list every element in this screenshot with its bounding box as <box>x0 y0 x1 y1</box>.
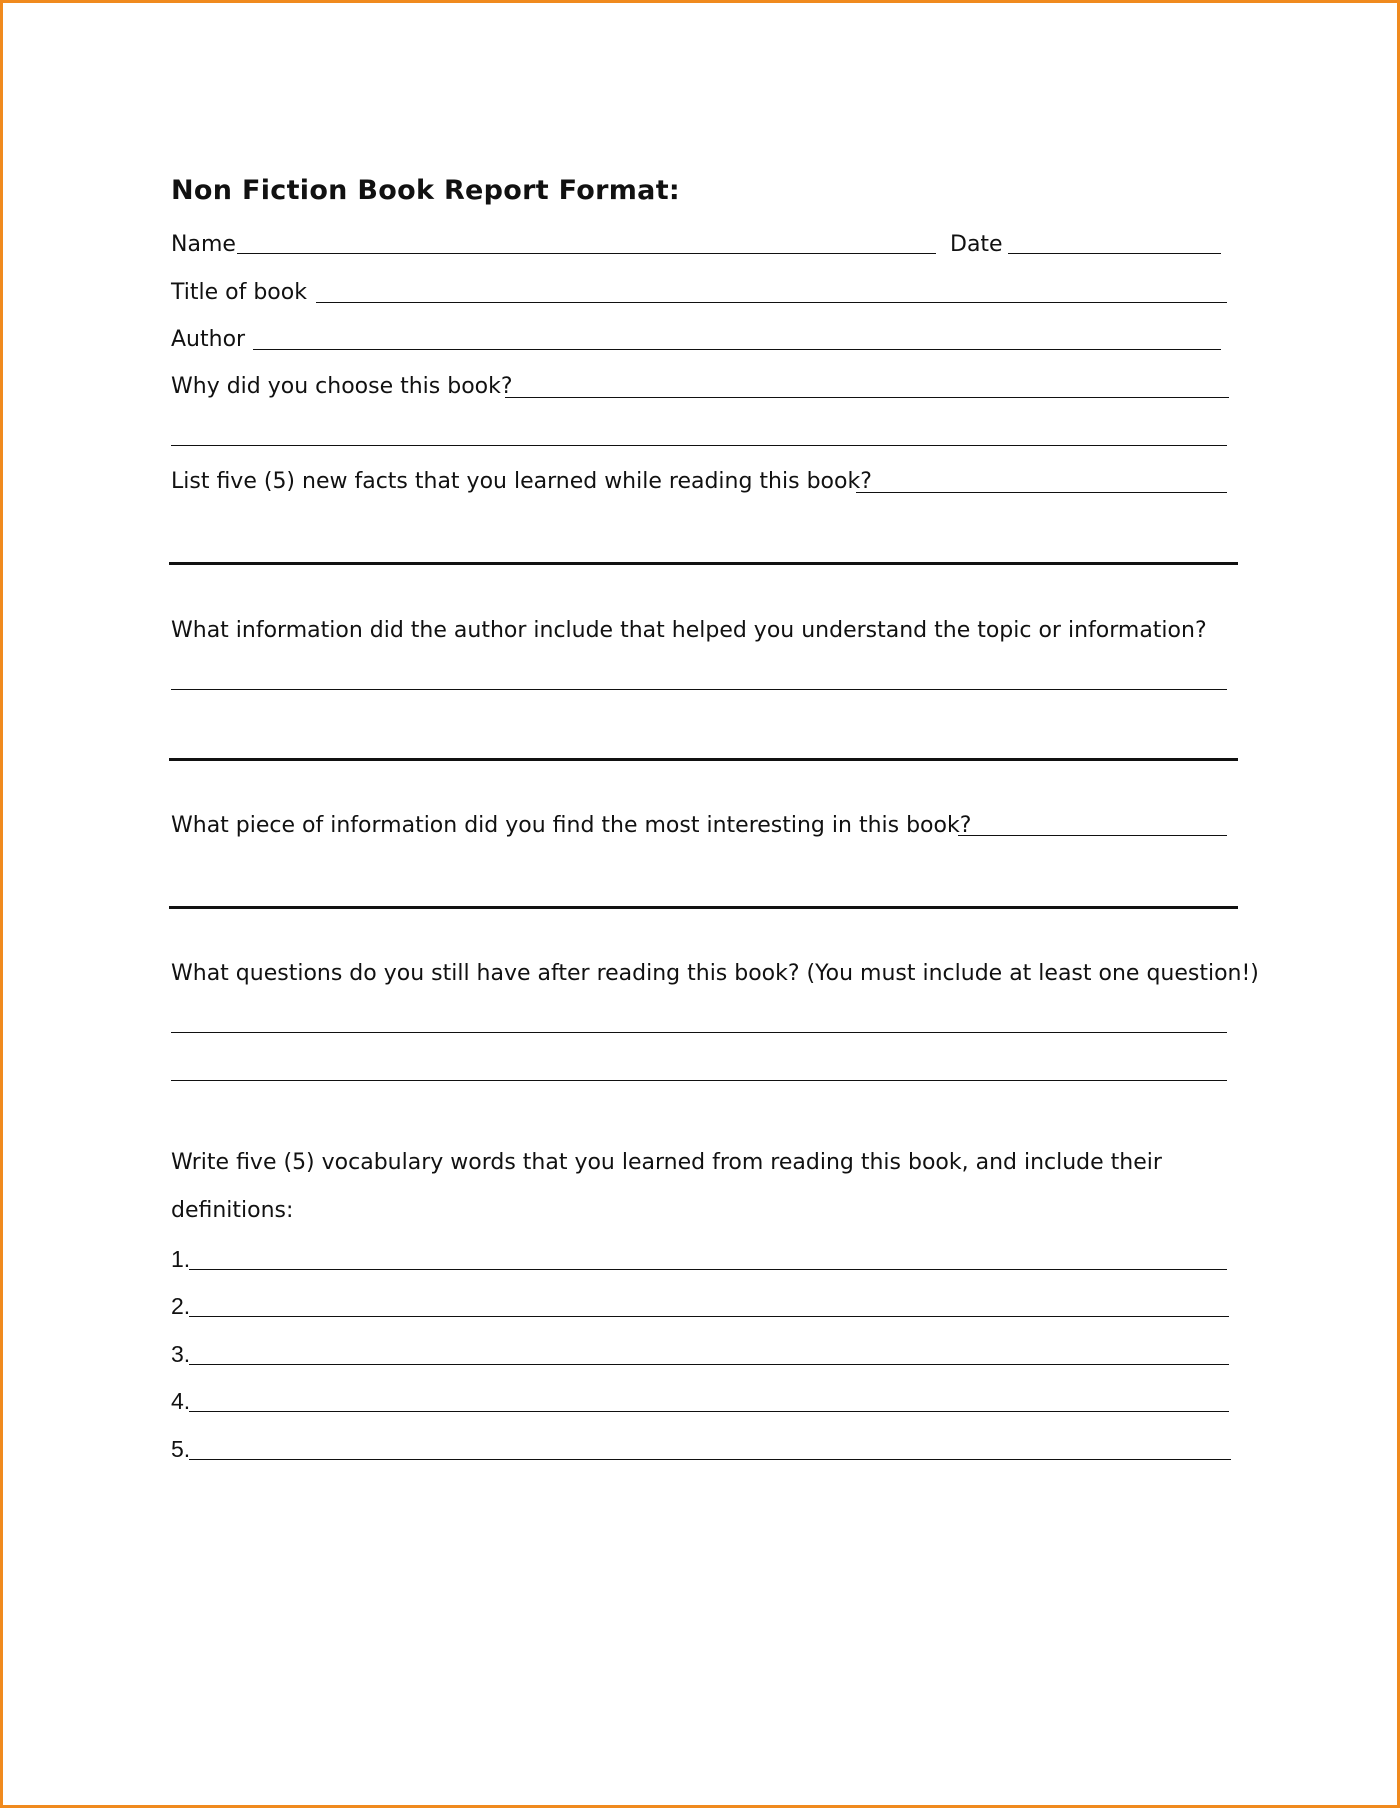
vocab-label-line-1: Write five (5) vocabulary words that you learned from reading this book, and include their <box>171 1150 1162 1175</box>
name-field-line[interactable] <box>237 253 936 254</box>
facts-label: List five (5) new facts that you learned while reading this book? <box>171 469 872 494</box>
questions-field-line-2[interactable] <box>171 1080 1227 1081</box>
vocab-field-line-2[interactable] <box>189 1316 1229 1317</box>
vocab-field-line-3[interactable] <box>189 1364 1229 1365</box>
author-label: Author <box>171 327 246 352</box>
why-choose-field-line-2[interactable] <box>171 445 1227 446</box>
vocab-field-line-4[interactable] <box>189 1411 1229 1412</box>
author-field-line[interactable] <box>253 349 1221 350</box>
why-choose-label: Why did you choose this book? <box>171 374 513 399</box>
questions-label: What questions do you still have after reading this book? (You must include at least one question!) <box>171 961 1259 986</box>
vocab-number-1: 1. <box>171 1246 191 1272</box>
interesting-field-line-2[interactable] <box>169 906 1238 909</box>
author-info-label: What information did the author include that helped you understand the topic or information? <box>171 618 1207 643</box>
facts-field-line-2[interactable] <box>169 562 1238 565</box>
vocab-number-2: 2. <box>171 1293 191 1319</box>
vocab-number-3: 3. <box>171 1341 191 1367</box>
why-choose-field-line[interactable] <box>505 397 1229 398</box>
vocab-label-line-2: definitions: <box>171 1198 294 1223</box>
interesting-label: What piece of information did you find the most interesting in this book? <box>171 813 972 838</box>
vocab-number-5: 5. <box>171 1436 191 1462</box>
interesting-field-line[interactable] <box>958 835 1227 836</box>
date-field-line[interactable] <box>1008 253 1221 254</box>
author-info-field-line[interactable] <box>171 689 1227 690</box>
page-title: Non Fiction Book Report Format: <box>171 175 681 206</box>
vocab-field-line-1[interactable] <box>189 1269 1227 1270</box>
author-info-field-line-2[interactable] <box>169 758 1238 761</box>
book-title-label: Title of book <box>171 280 307 305</box>
facts-field-line[interactable] <box>856 492 1227 493</box>
book-title-field-line[interactable] <box>316 302 1227 303</box>
name-label: Name <box>171 232 236 257</box>
vocab-field-line-5[interactable] <box>189 1459 1231 1460</box>
date-label: Date <box>950 232 1003 257</box>
questions-field-line[interactable] <box>171 1032 1227 1033</box>
vocab-number-4: 4. <box>171 1388 191 1414</box>
